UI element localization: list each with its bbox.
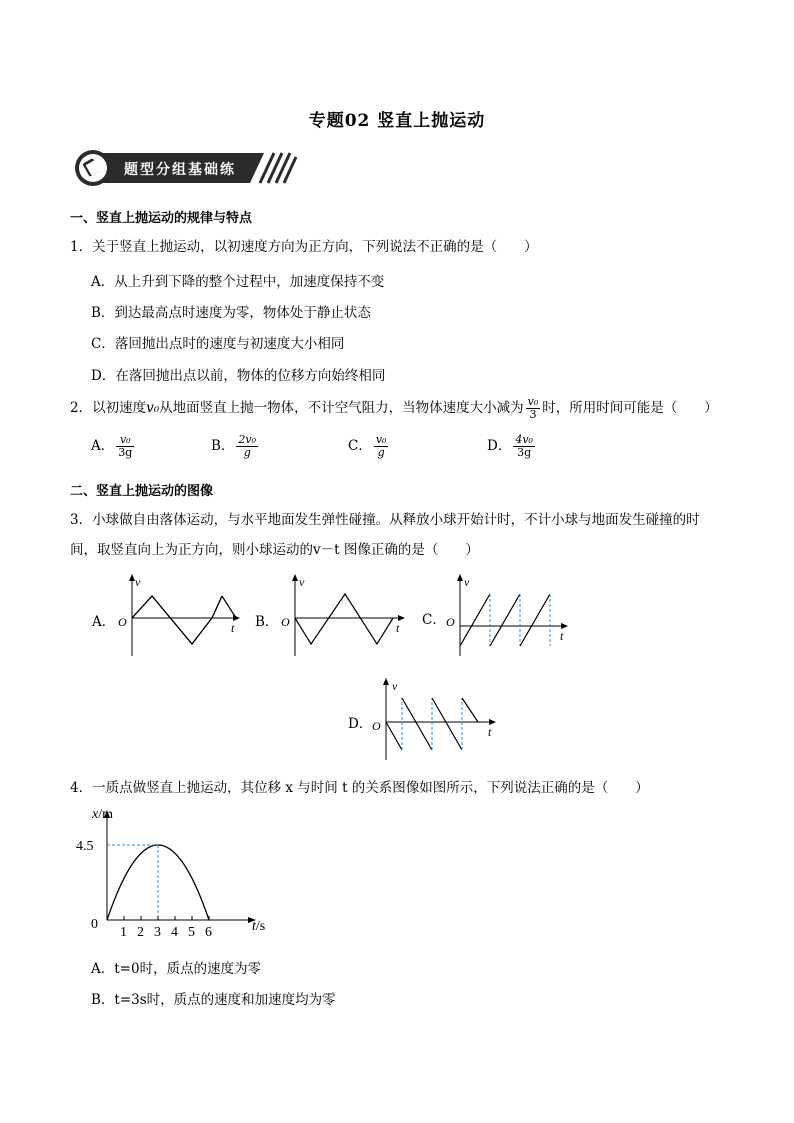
graph-c-origin: O	[446, 615, 455, 629]
question-1-option-b: B．到达最高点时速度为零，物体处于静止状态	[91, 305, 371, 321]
q2-opt-c-frac	[374, 434, 389, 459]
q2-opt-d-den: 3g	[517, 446, 532, 459]
q2-opt-b-frac	[236, 434, 258, 459]
page-title: 专题02 竖直上抛运动	[308, 111, 486, 131]
q2-opt-a-num: v₀	[116, 434, 134, 447]
q2-opt-a-frac	[116, 434, 134, 459]
question-3-line-1: 3．小球做自由落体运动，与水平地面发生弹性碰撞。从释放小球开始计时，不计小球与地面发生碰撞的时	[70, 512, 700, 528]
q2-opt-c-den: g	[377, 446, 385, 459]
q4-xtick-label: 3	[154, 925, 161, 940]
section-banner	[74, 149, 296, 187]
question-1-option-a: A．从上升到下降的整个过程中，加速度保持不变	[91, 274, 385, 290]
question-1-option-c: C．落回抛出点时的速度与初速度大小相同	[91, 336, 345, 352]
q4-xtick-label: 4	[171, 925, 178, 940]
q2-opt-c-label: C．	[348, 438, 372, 454]
question-2-option-b	[211, 434, 260, 459]
q2-fraction	[526, 396, 541, 421]
q4-xtick-label: 5	[188, 925, 195, 940]
question-4-option-a: A．t=0时，质点的速度为零	[91, 961, 262, 977]
q2-opt-a-label: A．	[91, 438, 115, 454]
graph-b	[277, 574, 407, 660]
graph-a	[112, 574, 242, 660]
question-2-stem	[70, 396, 718, 421]
q2-opt-b-label: B．	[211, 438, 235, 454]
graph-a-axis-t: t	[231, 621, 235, 635]
q2-opt-d-num: 4v₀	[515, 433, 533, 446]
q4-xtick-label: 6	[205, 925, 212, 940]
q2-v0: v₀	[146, 400, 160, 416]
q4-xtick-label: 2	[137, 925, 144, 940]
question-4-graph	[76, 806, 286, 942]
graph-d-axis-t: t	[488, 725, 492, 739]
graph-b-origin: O	[281, 615, 290, 629]
graph-d	[368, 676, 500, 762]
graph-d-label: D．	[348, 716, 373, 732]
q2-frac-den: 3	[529, 408, 537, 421]
graph-a-axis-v: v	[135, 575, 141, 589]
q2-stem-b: 从地面竖直上抛一物体，不计空气阻力，当物体速度大小减为	[159, 400, 524, 416]
graph-d-axis-v: v	[392, 679, 398, 693]
q4-xtick-label: 1	[120, 925, 127, 940]
q2-opt-a-den: 3g	[118, 446, 133, 459]
section-heading-1: 一、竖直上抛运动的规律与特点	[70, 211, 253, 226]
graph-c-axis-v: v	[464, 575, 470, 589]
question-2-option-c	[348, 434, 390, 459]
q2-stem-a: 2．以初速度	[70, 400, 147, 416]
q4-ytick: 4.5	[76, 839, 94, 854]
graph-d-origin: O	[372, 719, 381, 733]
graph-a-origin: O	[118, 615, 127, 629]
section-heading-2: 二、竖直上抛运动的图像	[70, 484, 214, 499]
question-3-line-2: 间，取竖直向上为正方向，则小球运动的v－t 图像正确的是（ ）	[70, 542, 479, 558]
q2-opt-c-num: v₀	[375, 433, 387, 446]
q2-opt-d-label: D．	[487, 438, 512, 454]
q2-stem-c: 时，所用时间可能是（ ）	[542, 400, 718, 416]
q4-origin: 0	[91, 917, 98, 932]
graph-b-axis-t: t	[396, 621, 400, 635]
question-1-stem: 1．关于竖直上抛运动，以初速度方向为正方向，下列说法不正确的是（ ）	[70, 239, 538, 255]
q2-opt-d-frac	[513, 434, 535, 459]
q2-opt-b-num: 2v₀	[238, 433, 257, 446]
q2-opt-b-den: g	[243, 446, 251, 459]
q2-frac-num: v₀	[527, 395, 539, 408]
graph-c	[442, 574, 572, 660]
q4-ylabel: x/m	[92, 807, 113, 822]
question-2-option-d	[487, 434, 537, 459]
graph-c-label: C．	[422, 612, 446, 628]
banner-label: 题型分组基础练	[124, 162, 236, 178]
graph-a-label: A．	[92, 614, 116, 630]
graph-c-axis-t: t	[560, 629, 564, 643]
graph-b-label: B．	[255, 614, 279, 630]
graph-b-axis-v: v	[299, 575, 305, 589]
question-2-option-a	[91, 434, 136, 459]
question-4-stem: 4．一质点做竖直上抛运动，其位移 x 与时间 t 的关系图像如图所示，下列说法正确的是（ ）	[70, 780, 649, 796]
question-4-option-b: B．t=3s时，质点的速度和加速度均为零	[91, 992, 336, 1008]
question-1-option-d: D．在落回抛出点以前，物体的位移方向始终相同	[91, 368, 386, 384]
q4-xlabel: t/s	[252, 919, 266, 934]
